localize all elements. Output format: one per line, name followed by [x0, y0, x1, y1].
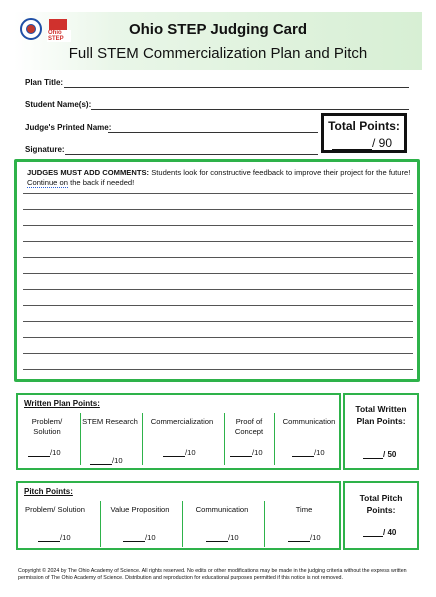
written-col-commercialization: Commercialization — [150, 417, 214, 426]
column-divider — [264, 501, 265, 547]
ohio-step-logo-text: Ohio STEP — [47, 30, 71, 42]
comments-lead: JUDGES MUST ADD COMMENTS: — [27, 168, 150, 177]
comment-line[interactable] — [23, 321, 413, 322]
pitch-score-problem-solution[interactable]: /10 — [38, 533, 71, 542]
comment-line[interactable] — [23, 193, 413, 194]
pitch-col-communication: Communication — [195, 505, 249, 514]
pitch-col-time: Time — [295, 505, 313, 514]
total-written-label: Total Written Plan Points: — [355, 404, 407, 426]
signature-label: Signature: — [25, 145, 65, 154]
column-divider — [142, 413, 143, 465]
total-pitch-label: Total Pitch Points: — [359, 493, 403, 515]
written-score-communication[interactable]: /10 — [292, 448, 325, 457]
comment-line[interactable] — [23, 257, 413, 258]
column-divider — [80, 413, 81, 465]
page-subtitle: Full STEM Commercialization Plan and Pitch — [68, 45, 368, 62]
pitch-col-problem-solution: Problem/ Solution — [25, 505, 85, 514]
total-written-box — [343, 393, 419, 470]
header-banner — [14, 12, 422, 70]
total-points-value[interactable] — [332, 136, 392, 150]
written-score-stem-research[interactable]: /10 — [90, 456, 123, 465]
written-score-proof-of-concept[interactable]: /10 — [230, 448, 263, 457]
written-col-stem-research: STEM Research — [82, 417, 138, 426]
total-pitch-score[interactable]: / 40 — [363, 528, 396, 537]
total-points-suffix: / 90 — [372, 136, 393, 150]
comment-line[interactable] — [23, 225, 413, 226]
total-written-score[interactable]: / 50 — [363, 450, 396, 459]
copyright-notice: Copyright © 2024 by The Ohio Academy of Science. All rights reserved. No edits or other modifications may be made in the judging criteria without the express written permission of The Ohio Academy of Science. Distribution and reproduction for educational purposes permitted if this notice is not removed. — [18, 568, 407, 581]
total-pitch-box — [343, 481, 419, 550]
column-divider — [224, 413, 225, 465]
written-col-proof-of-concept: Proof of Concept — [234, 417, 264, 436]
column-divider — [274, 413, 275, 465]
written-col-communication: Communication — [282, 417, 336, 426]
written-score-commercialization[interactable]: /10 — [163, 448, 196, 457]
pitch-title: Pitch Points: — [24, 487, 73, 496]
page-title: Ohio STEP Judging Card — [128, 21, 308, 38]
comment-line[interactable] — [23, 369, 413, 370]
comment-line[interactable] — [23, 241, 413, 242]
written-score-problem-solution[interactable]: /10 — [28, 448, 61, 457]
student-names-line[interactable] — [91, 109, 409, 110]
written-plan-section — [16, 393, 341, 470]
pitch-score-communication[interactable]: /10 — [206, 533, 239, 542]
total-points-label: Total Points: — [328, 119, 400, 133]
written-col-problem-solution: Problem/ Solution — [31, 417, 63, 436]
comments-continue: Continue on — [27, 178, 68, 187]
plan-title-label: Plan Title: — [25, 78, 64, 87]
comment-line[interactable] — [23, 337, 413, 338]
comment-line[interactable] — [23, 353, 413, 354]
pitch-score-value-proposition[interactable]: /10 — [123, 533, 156, 542]
written-plan-title: Written Plan Points: — [24, 399, 100, 408]
comments-tail: the back if needed! — [67, 178, 135, 187]
column-divider — [182, 501, 183, 547]
signature-line[interactable] — [65, 154, 318, 155]
comments-instructions — [27, 168, 411, 188]
pitch-score-time[interactable]: /10 — [288, 533, 321, 542]
column-divider — [100, 501, 101, 547]
student-names-label: Student Name(s): — [25, 100, 92, 109]
comment-line[interactable] — [23, 289, 413, 290]
total-points-box — [321, 113, 407, 153]
comment-line[interactable] — [23, 305, 413, 306]
pitch-section — [16, 481, 341, 550]
comments-box[interactable] — [14, 159, 420, 382]
pitch-col-value-proposition: Value Proposition — [110, 505, 170, 514]
judge-name-line[interactable] — [108, 132, 318, 133]
judge-name-label: Judge's Printed Name: — [25, 123, 112, 132]
comments-text: Students look for constructive feedback to improve their project for the future! — [149, 168, 411, 177]
comment-line[interactable] — [23, 209, 413, 210]
plan-title-line[interactable] — [64, 87, 409, 88]
comment-line[interactable] — [23, 273, 413, 274]
